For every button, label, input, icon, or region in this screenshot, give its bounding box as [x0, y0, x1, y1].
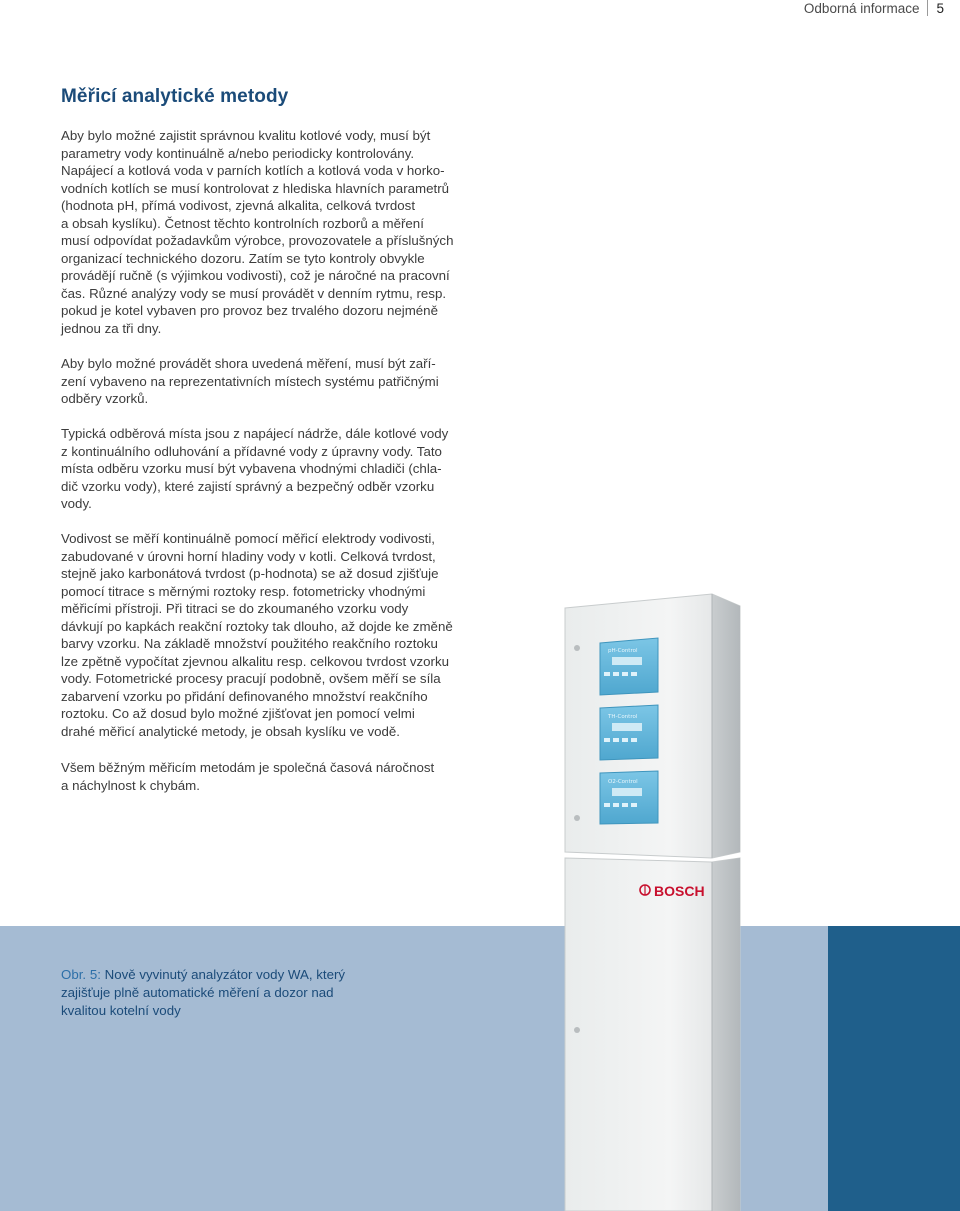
lock-icon	[574, 645, 580, 651]
caption-line: kvalitou kotelní vody	[61, 1002, 181, 1018]
caption-line: Nově vyvinutý analyzátor vody WA, který	[104, 967, 346, 982]
text-line: Aby bylo možné zajistit správnou kvalitu kotlové vody, musí být	[61, 128, 431, 143]
text-line: musí odpovídat požadavkům výrobce, provozovatele a příslušných	[61, 233, 454, 248]
panel-th-control	[600, 705, 658, 760]
svg-text:pH-Control: pH-Control	[608, 648, 638, 654]
page-title: Měřicí analytické metody	[61, 86, 289, 107]
text-line: Aby bylo možné provádět shora uvedená měření, musí být zaří-	[61, 356, 436, 371]
text-line: zabudované v úrovni horní hladiny vody v kotli. Celková tvrdost,	[61, 548, 436, 564]
text-line: Všem běžným měřicím metodám je společná časová náročnost	[61, 760, 435, 775]
lock-icon	[574, 815, 580, 821]
page-number: 5	[936, 0, 944, 16]
text-line: z kontinuálního odluhování a přídavné vody z úpravny vody. Tato	[61, 443, 442, 459]
text-line: dič vzorku vody), které zajistí správný a bezpečný odběr vzorku	[61, 478, 435, 494]
figure-label: Obr. 5:	[61, 967, 101, 982]
svg-text:BOSCH: BOSCH	[654, 883, 705, 899]
text-line: vodních kotlích se musí kontrolovat z hlediska hlavních parametrů	[61, 180, 450, 196]
text-line: drahé měřicí analytické metody, je obsah kyslíku ve vodě.	[61, 723, 400, 739]
text-line: jednou za tři dny.	[61, 320, 162, 336]
panel-ph-control	[600, 638, 658, 695]
text-line: zení vybaveno na reprezentativních místech systému patřičnými	[61, 373, 439, 389]
lower-cabinet	[565, 858, 740, 1211]
text-line: pomocí titrace s měrnými roztoky resp. fotometricky vhodnými	[61, 583, 426, 599]
text-line: Napájecí a kotlová voda v parních kotlích a kotlová voda v horko-	[61, 163, 445, 178]
text-line: vody. Fotometrické procesy pracují podobně, ovšem měří se síla	[61, 671, 441, 686]
caption-line: zajišťuje plně automatické měření a dozor nad	[61, 984, 334, 1000]
text-line: dávkují po kapkách reakční roztoky tak dlouho, až dojde ke změně	[61, 618, 453, 634]
section-name: Odborná informace	[803, 0, 920, 16]
text-line: lze zpětně vypočítat zjevnou alkalitu resp. celkovou tvrdost vzorku	[61, 653, 450, 669]
text-line: (hodnota pH, přímá vodivost, zjevná alkalita, celková tvrdost	[61, 198, 416, 213]
svg-text:TH-Control: TH-Control	[608, 714, 638, 720]
svg-text:O2-Control: O2-Control	[608, 779, 638, 785]
text-line: parametry vody kontinuálně a/nebo periodicky kontrolovány.	[61, 145, 415, 161]
text-line: odběry vzorků.	[61, 391, 149, 406]
text-line: a obsah kyslíku). Četnost těchto kontrolních rozborů a měření	[61, 215, 424, 231]
text-line: vody.	[61, 496, 92, 511]
text-line: roztoku. Co až dosud bylo možné zjišťovat jen pomocí velmi	[61, 706, 415, 721]
text-line: Typická odběrová místa jsou z napájecí nádrže, dále kotlové vody	[61, 426, 449, 441]
text-line: provádějí ručně (s výjimkou vodivosti), což je náročné na pracovní	[61, 268, 450, 283]
text-line: zabarvení vzorku po přidání definovaného množství reakčního	[61, 688, 428, 704]
text-line: Vodivost se měří kontinuálně pomocí měřicí elektrody vodivosti,	[61, 531, 435, 546]
text-line: barvy vzorku. Na základě množství použitého reakčního roztoku	[61, 636, 438, 651]
text-line: organizací technického dozoru. Zatím se tyto kontroly obvykle	[61, 250, 425, 266]
text-line: měřicími přístroji. Při titraci se do zkoumaného vzorku vody	[61, 601, 409, 616]
lock-icon	[574, 1027, 580, 1033]
panel-o2-control	[600, 771, 658, 824]
text-line: a náchylnost k chybám.	[61, 777, 200, 793]
text-line: čas. Různé analýzy vody se musí provádět v denním rytmu, resp.	[61, 285, 447, 301]
text-line: místa odběru vzorku musí být vybavena vhodnými chladiči (chla-	[61, 461, 442, 476]
text-line: pokud je kotel vybaven pro provoz bez trvalého dozoru nejméně	[61, 303, 438, 318]
text-line: stejně jako karbonátová tvrdost (p-hodnota) se až dosud zjišťuje	[61, 566, 439, 581]
